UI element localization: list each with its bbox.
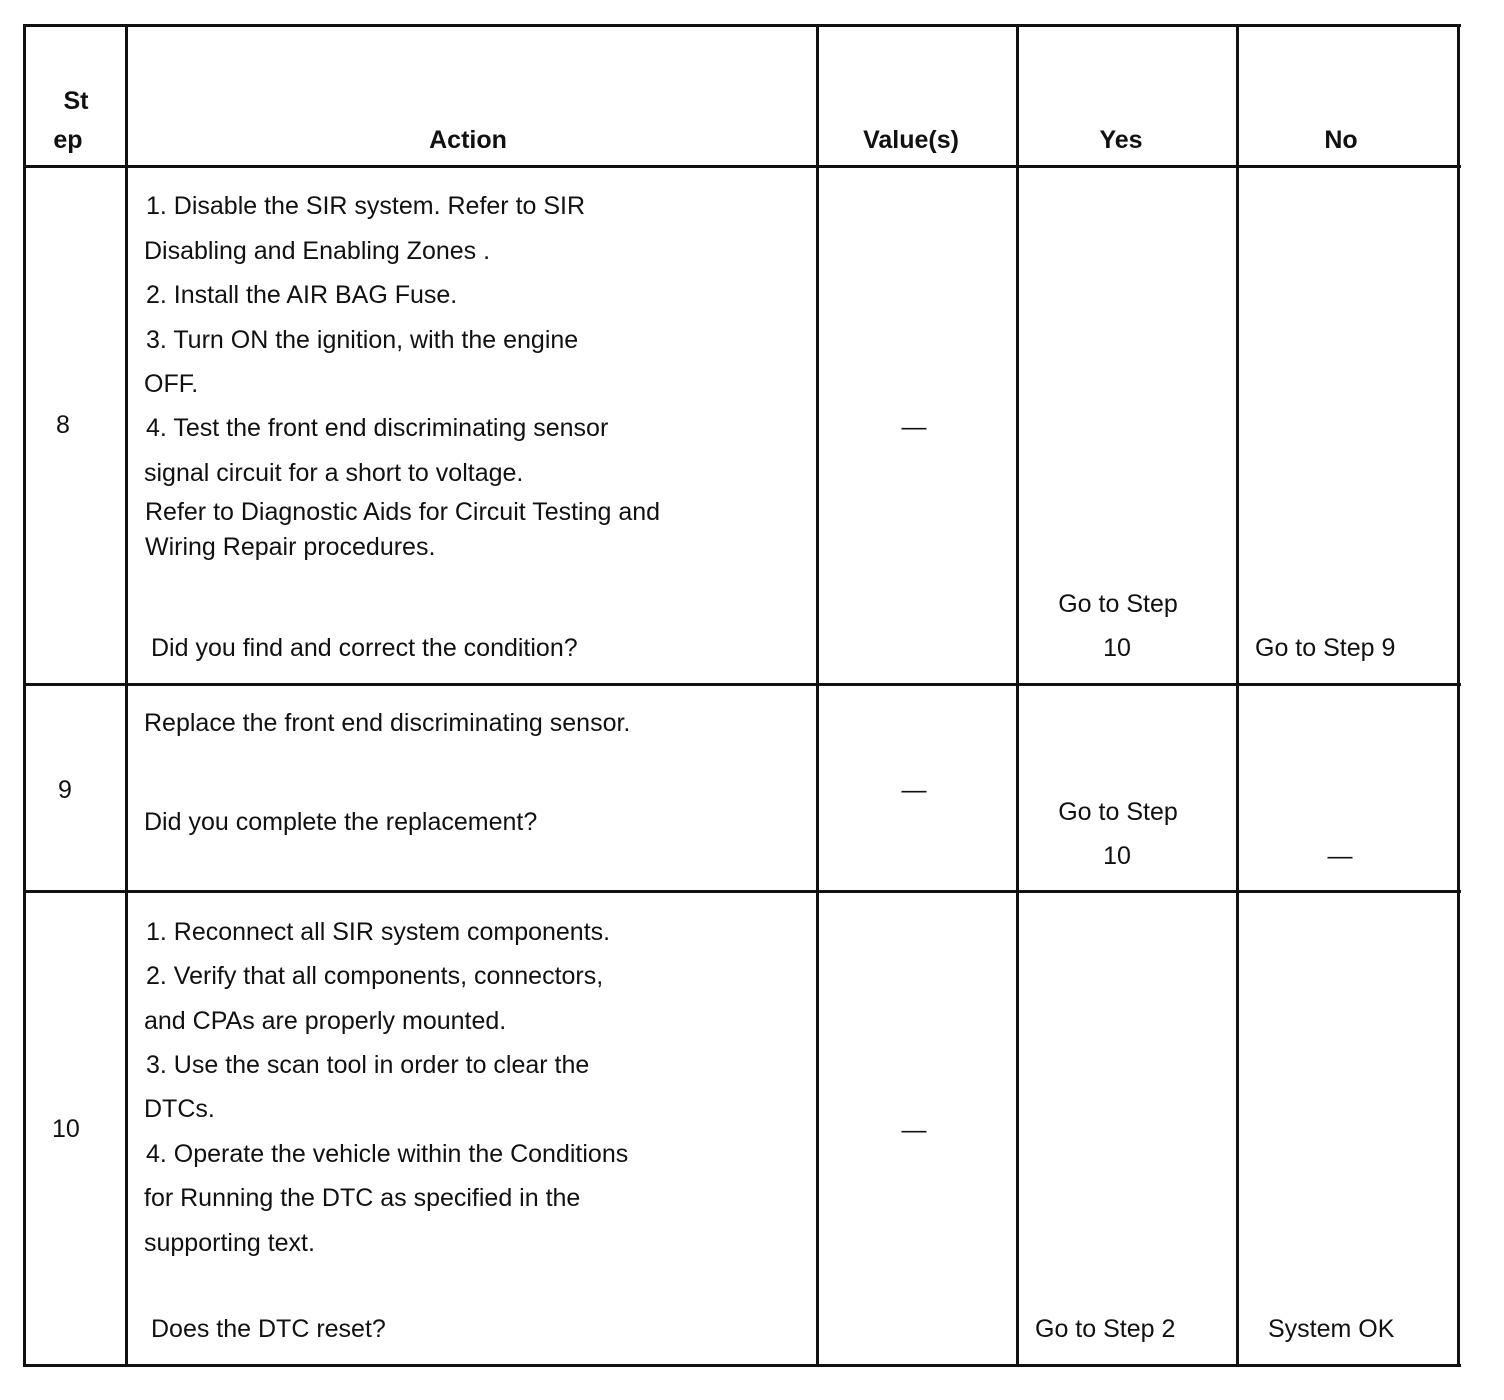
col-divider-yes-no xyxy=(1236,24,1239,1367)
action-line: signal circuit for a short to voltage. xyxy=(144,459,524,487)
action-line: Wiring Repair procedures. xyxy=(145,533,436,561)
action-line: 3. Turn ON the ignition, with the engine xyxy=(146,326,579,354)
action-question: Did you find and correct the condition? xyxy=(151,634,578,662)
col-divider-step-action xyxy=(125,24,128,1367)
action-line: 1. Disable the SIR system. Refer to SIR xyxy=(146,192,586,220)
action-line: 3. Use the scan tool in order to clear the xyxy=(146,1051,590,1079)
yes-go-to-step: Go to Step xyxy=(1058,798,1178,826)
action-line: 4. Operate the vehicle within the Conditions xyxy=(146,1140,629,1168)
header-values: Value(s) xyxy=(863,126,959,154)
yes-go-to-step: Go to Step 2 xyxy=(1035,1315,1176,1343)
col-divider-value-yes xyxy=(1016,24,1019,1367)
step-number: 10 xyxy=(52,1115,80,1143)
col-divider-action-value xyxy=(816,24,819,1367)
action-line: and CPAs are properly mounted. xyxy=(144,1007,507,1035)
border-top xyxy=(23,24,1461,27)
header-bottom-border xyxy=(23,165,1461,168)
action-question: Does the DTC reset? xyxy=(151,1315,386,1343)
border-right xyxy=(1457,24,1460,1367)
value-dash: — xyxy=(901,1116,927,1144)
action-line: 2. Verify that all components, connectors, xyxy=(146,962,604,990)
value-dash: — xyxy=(901,776,927,804)
header-yes: Yes xyxy=(1099,126,1143,154)
yes-step-number: 10 xyxy=(1103,842,1131,870)
border-bottom xyxy=(23,1364,1461,1367)
header-action: Action xyxy=(429,126,507,154)
yes-go-to-step: Go to Step xyxy=(1058,590,1178,618)
action-line: 1. Reconnect all SIR system components. xyxy=(146,918,611,946)
action-line: OFF. xyxy=(144,370,199,398)
header-step-line2: ep xyxy=(53,126,83,154)
action-line: Refer to Diagnostic Aids for Circuit Testing and xyxy=(145,498,661,526)
no-system-ok: System OK xyxy=(1268,1315,1395,1343)
yes-step-number: 10 xyxy=(1103,634,1131,662)
action-line: Replace the front end discriminating sensor. xyxy=(144,709,631,737)
header-no: No xyxy=(1324,126,1358,154)
step-number: 8 xyxy=(56,411,70,439)
header-step-line1: St xyxy=(63,87,89,115)
no-dash: — xyxy=(1327,842,1353,870)
border-left xyxy=(23,24,26,1367)
action-line: DTCs. xyxy=(144,1095,215,1123)
value-dash: — xyxy=(901,413,927,441)
action-question: Did you complete the replacement? xyxy=(144,808,538,836)
action-line: for Running the DTC as specified in the xyxy=(144,1184,581,1212)
step-number: 9 xyxy=(58,776,72,804)
row-9-bottom-border xyxy=(23,890,1461,893)
row-8-bottom-border xyxy=(23,683,1461,686)
action-line: 4. Test the front end discriminating sensor xyxy=(146,414,609,442)
action-line: 2. Install the AIR BAG Fuse. xyxy=(146,281,458,309)
no-go-to-step: Go to Step 9 xyxy=(1255,634,1396,662)
action-line: supporting text. xyxy=(144,1229,315,1257)
action-line: Disabling and Enabling Zones . xyxy=(144,237,491,265)
